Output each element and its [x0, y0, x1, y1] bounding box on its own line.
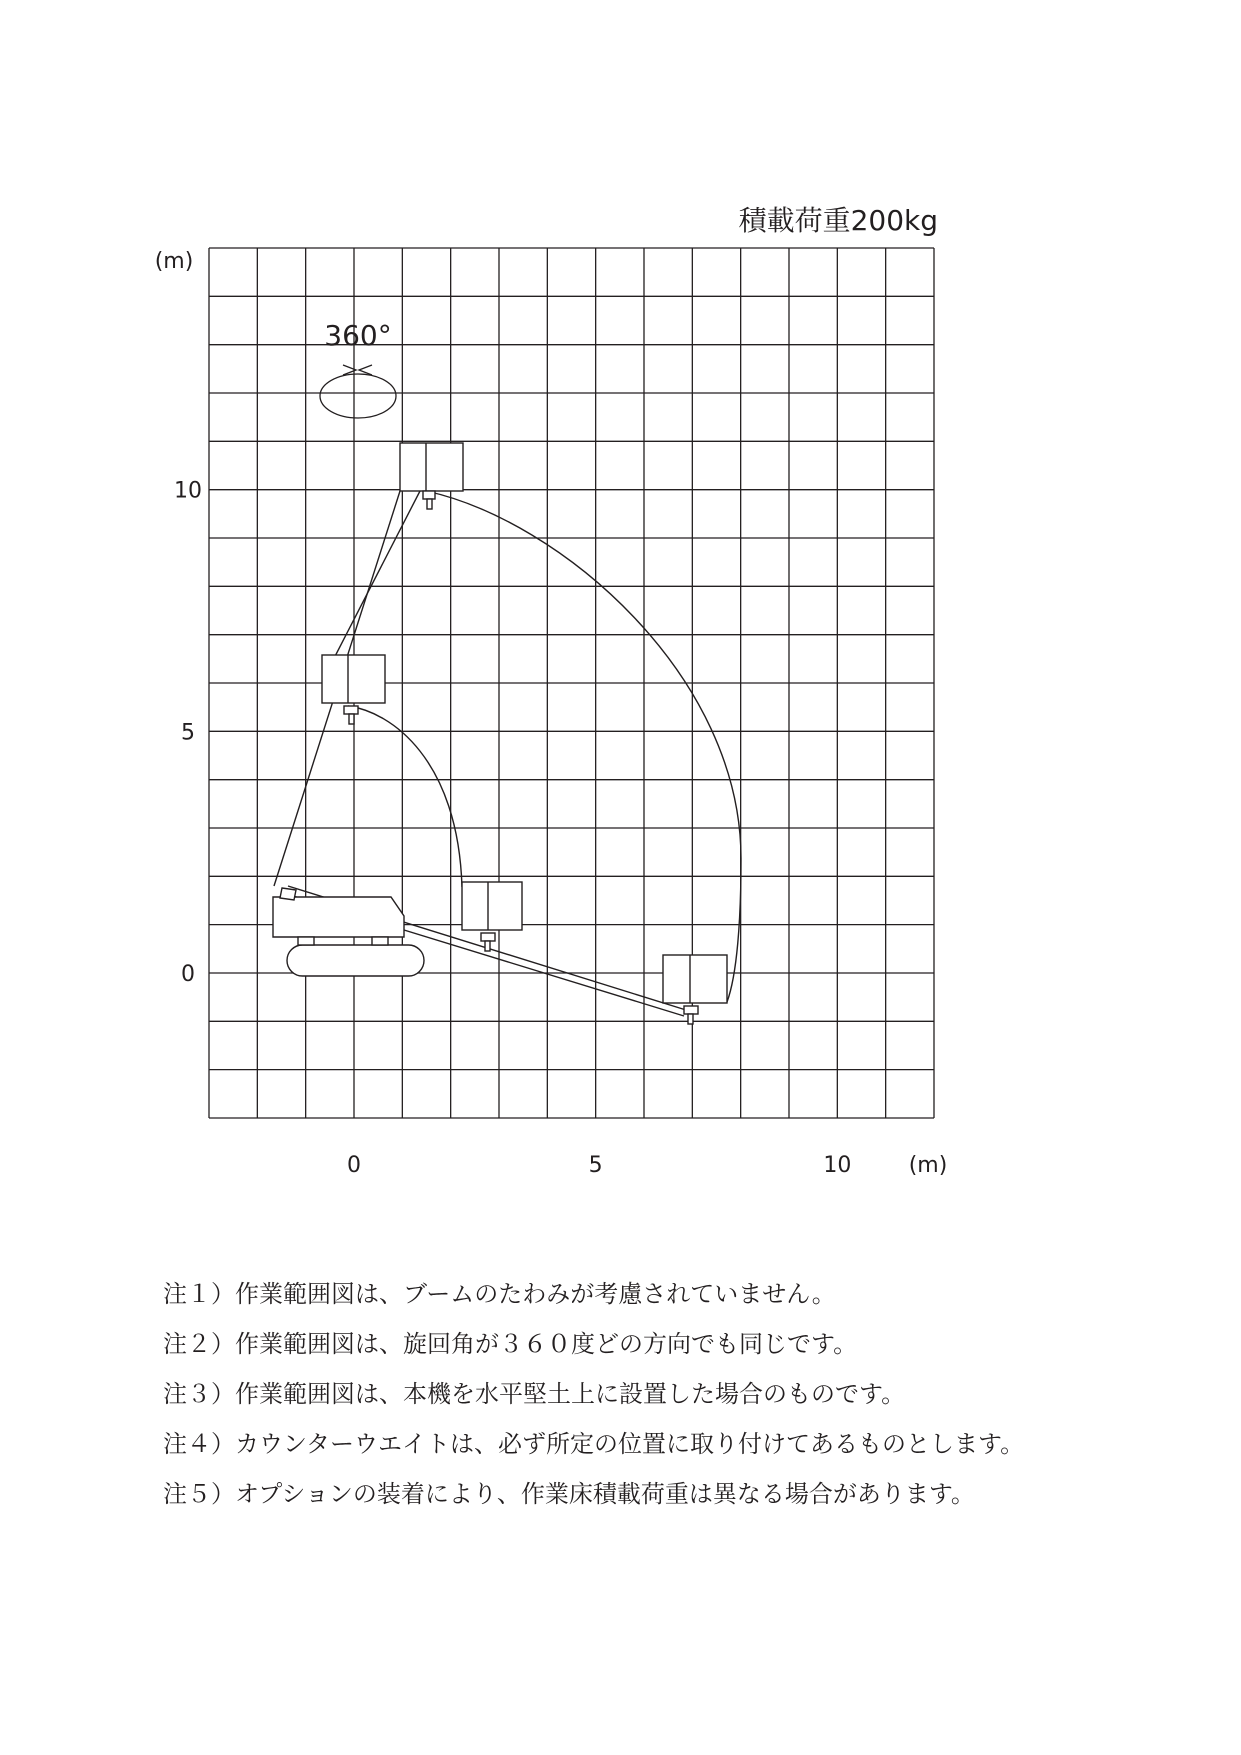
- rotation-360-icon: [320, 365, 396, 418]
- y-tick-label: 0: [181, 961, 195, 987]
- inner-envelope-arc: [348, 706, 462, 887]
- x-tick-label: 0: [346, 1153, 361, 1178]
- diagram-title: 積載荷重200kg: [738, 204, 938, 237]
- y-axis-ticks: [174, 479, 202, 987]
- upper-boom-line-right: [329, 491, 420, 668]
- note-item: 注１）作業範囲図は、ブームのたわみが考慮されていません。: [163, 1280, 836, 1308]
- y-tick-label: 10: [174, 478, 202, 504]
- platform-basket-right: [663, 955, 727, 1024]
- boom-pivot: [280, 888, 296, 900]
- x-tick-label: 10: [823, 1153, 852, 1178]
- crawler-base-vehicle: [273, 888, 424, 976]
- notes-list: [163, 1276, 1024, 1526]
- grid: [209, 248, 934, 1118]
- platform-basket-mid: [322, 655, 385, 724]
- note-item: 注４）カウンターウエイトは、必ず所定の位置に取り付けてあるものとします。: [163, 1430, 1025, 1458]
- rotation-label: 360°: [324, 319, 392, 352]
- x-tick-label: 5: [588, 1153, 603, 1178]
- x-axis-ticks: [347, 1153, 851, 1178]
- y-tick-label: 5: [181, 720, 195, 746]
- crawler-track: [287, 945, 424, 976]
- note-item: 注２）作業範囲図は、旋回角が３６０度どの方向でも同じです。: [163, 1330, 858, 1358]
- vehicle-body: [273, 897, 404, 937]
- x-axis-unit-label: (m): [908, 1153, 948, 1178]
- y-axis-unit-label: (m): [154, 249, 194, 274]
- note-item: 注３）作業範囲図は、本機を水平堅土上に設置した場合のものです。: [163, 1380, 906, 1408]
- platform-basket-low: [462, 882, 522, 951]
- note-item: 注５）オプションの装着により、作業床積載荷重は異なる場合があります。: [163, 1480, 975, 1508]
